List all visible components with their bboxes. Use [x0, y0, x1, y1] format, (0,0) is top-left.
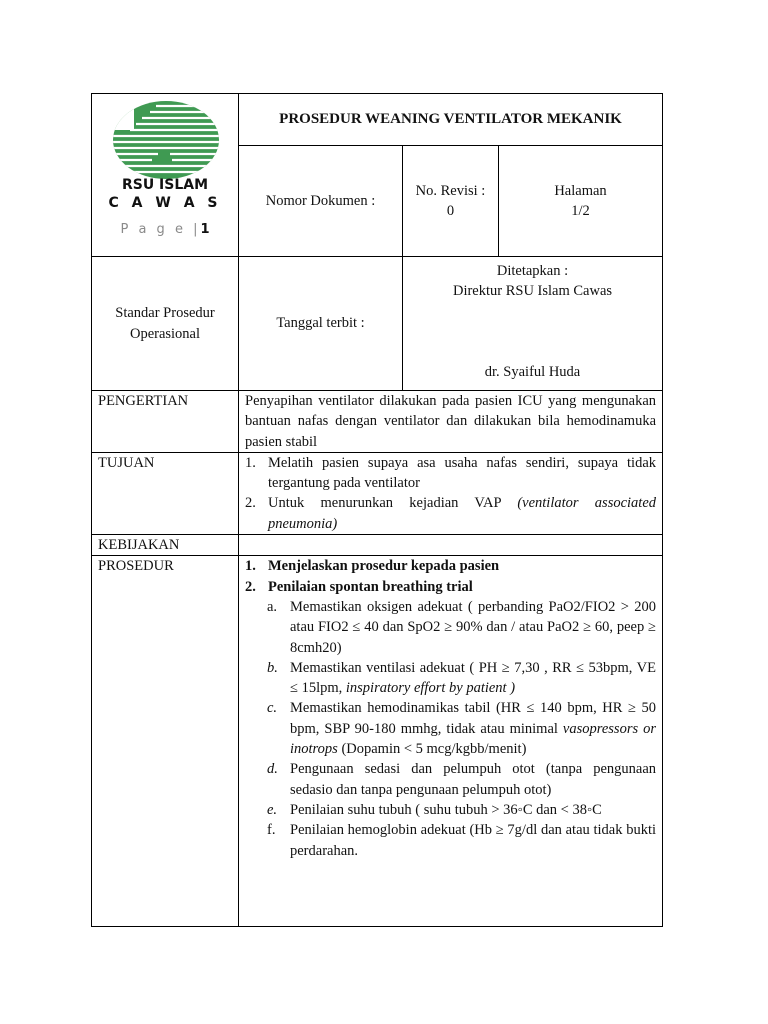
nomor-dokumen: Nomor Dokumen :: [239, 146, 403, 257]
step-text: Penilaian spontan breathing trial: [268, 578, 473, 595]
sub-letter: d.: [267, 761, 278, 778]
sub-text: Penilaian hemoglobin adekuat (Hb ≥ 7g/dl dan atau tidak bukti perdarahan.: [290, 822, 657, 859]
pengertian-label: PENGERTIAN: [92, 391, 239, 453]
sub-letter: c.: [267, 700, 278, 717]
list-text: [268, 493, 656, 534]
halaman-label: Halaman: [554, 182, 607, 199]
sub-letter: f.: [267, 822, 276, 839]
list-number: 2.: [245, 495, 256, 512]
kebijakan-label: KEBIJAKAN: [92, 535, 239, 556]
sub-item: [245, 658, 656, 699]
sub-text: [290, 698, 656, 759]
sop-document-table: [91, 93, 663, 927]
page-label: [92, 220, 238, 240]
logo-line1: RSU ISLAM: [121, 177, 209, 193]
sub-text: Penilaian suhu tubuh ( suhu tubuh > 36◦C dan < 38◦C: [290, 801, 602, 818]
logo-cell: [92, 94, 239, 257]
no-revisi-label: No. Revisi :: [415, 182, 486, 199]
tujuan-label: TUJUAN: [92, 452, 239, 534]
list-text-plain: Untuk menurunkan kejadian VAP: [268, 495, 518, 512]
pengertian-text: Penyapihan ventilator dilakukan pada pasien ICU yang mengunakan bantuan nafas dengan ventilator dan dilakukan bila hemodinamuka pasien stabil: [239, 391, 663, 453]
tujuan-content: [239, 452, 663, 534]
sub-item: [245, 597, 656, 658]
ditetapkan-cell: [403, 257, 663, 391]
sub-letter: a.: [267, 598, 278, 615]
step-text: Menjelaskan prosedur kepada pasien: [268, 558, 500, 575]
no-revisi-cell: [403, 146, 499, 257]
list-number: 1.: [245, 454, 256, 471]
step-item: [245, 556, 656, 576]
direktur-label: Direktur RSU Islam Cawas: [452, 283, 613, 300]
list-text-italic: (ventilator associated pneumonia): [268, 495, 657, 532]
sub-text: Pengunaan sedasi dan pelumpuh otot (tanpa pengunaan sedasio dan tanpa pengunaan pelumpuh otot): [290, 761, 657, 798]
sub-text-italic: inspiratory effort by patient ): [345, 680, 516, 697]
hospital-logo-icon: [112, 100, 220, 180]
sub-item: [245, 698, 656, 759]
prosedur-content: [239, 556, 663, 927]
sub-item: [245, 800, 656, 820]
ditetapkan-label: Ditetapkan :: [496, 263, 569, 279]
sop-label-line2: Operasional: [129, 325, 201, 342]
logo-line2: C A W A S: [108, 195, 222, 211]
halaman-cell: [499, 146, 663, 257]
list-item: [245, 453, 656, 494]
sub-text-italic: vasopressors or inotrops: [290, 720, 657, 758]
page-prefix: P a g e |: [120, 222, 201, 237]
no-revisi-value: 0: [446, 203, 455, 219]
sub-text: [290, 658, 656, 699]
step-number: 2.: [245, 578, 256, 595]
logo-text: [92, 176, 238, 212]
sop-label-line1: Standar Prosedur: [115, 305, 215, 322]
sop-label-cell: [92, 257, 239, 391]
step-item: [245, 577, 656, 597]
sub-text-after: (Dopamin < 5 mcg/kgbb/menit): [337, 741, 527, 758]
halaman-value: 1/2: [571, 203, 590, 219]
page-number: 1: [200, 222, 210, 237]
sub-letter: e.: [267, 801, 278, 818]
kebijakan-text: [239, 535, 663, 556]
sub-letter: b.: [267, 659, 278, 676]
document-title: PROSEDUR WEANING VENTILATOR MEKANIK: [239, 94, 663, 146]
list-item: [245, 493, 656, 534]
sub-item: [245, 759, 656, 800]
tanggal-terbit: Tanggal terbit :: [239, 257, 403, 391]
step-number: 1.: [245, 558, 256, 575]
signatory-name: dr. Syaiful Huda: [484, 363, 581, 380]
prosedur-label: PROSEDUR: [92, 556, 239, 927]
list-text: Melatih pasien supaya asa usaha nafas sendiri, supaya tidak tergantung pada ventilator: [268, 454, 657, 492]
sub-text: Memastikan oksigen adekuat ( perbanding PaO2/FIO2 > 200 atau FIO2 ≤ 40 dan SpO2 ≥ 90% dan / atau PaO2 ≥ 60, peep ≥ 8cmh20): [290, 598, 657, 656]
sub-text-plain: Memastikan hemodinamikas tabil (HR ≤ 140 bpm, HR ≥ 50 bpm, SBP 90-180 mmhg, tidak atau minimal: [290, 700, 657, 737]
sub-item: [245, 820, 656, 861]
sub-text-plain: Memastikan ventilasi adekuat ( PH ≥ 7,30 , RR ≤ 53bpm, VE ≤ 15lpm,: [290, 659, 657, 697]
